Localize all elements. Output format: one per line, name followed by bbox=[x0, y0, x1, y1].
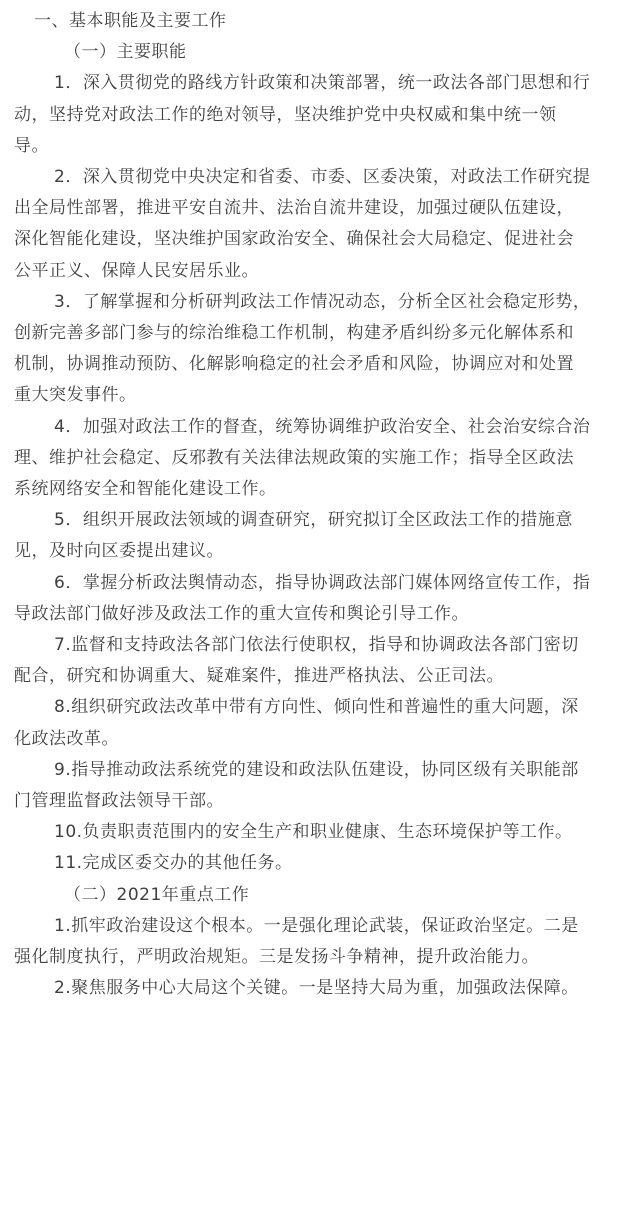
text-line: 导。 bbox=[14, 135, 49, 156]
text-line: （一）主要职能 bbox=[64, 42, 187, 63]
text-line: 11.完成区委交办的其他任务。 bbox=[54, 853, 293, 874]
text-line: 机制，协调推动预防、化解影响稳定的社会矛盾和风险，协调应对和处置 bbox=[14, 354, 574, 375]
text-line: 2．深入贯彻党中央决定和省委、市委、区委决策，对政法工作研究提 bbox=[54, 167, 591, 188]
text-line: 3．了解掌握和分析研判政法工作情况动态，分析全区社会稳定形势， bbox=[54, 291, 591, 312]
text-line: 8.组织研究政法改革中带有方向性、倾向性和普遍性的重大问题，深 bbox=[54, 697, 579, 718]
text-line: 1．深入贯彻党的路线方针政策和决策部署，统一政法各部门思想和行 bbox=[54, 73, 591, 94]
text-line: 深化智能化建设，坚决维护国家政治安全、确保社会大局稳定、促进社会 bbox=[14, 229, 574, 250]
text-line: 2.聚焦服务中心大局这个关键。一是坚持大局为重，加强政法保障。 bbox=[54, 978, 579, 999]
text-line: 6．掌握分析政法舆情动态，指导协调政法部门媒体网络宣传工作，指 bbox=[54, 572, 591, 593]
text-line: 5．组织开展政法领域的调查研究，研究拟订全区政法工作的措施意 bbox=[54, 510, 573, 531]
text-line: 10.负责职责范围内的安全生产和职业健康、生态环境保护等工作。 bbox=[54, 822, 573, 843]
text-line: 系统网络安全和智能化建设工作。 bbox=[14, 479, 277, 500]
text-line: 重大突发事件。 bbox=[14, 385, 137, 406]
text-line: 4．加强对政法工作的督查，统筹协调维护政治安全、社会治安综合治 bbox=[54, 416, 591, 437]
text-line: 配合，研究和协调重大、疑难案件，推进严格执法、公正司法。 bbox=[14, 666, 504, 687]
text-line: 理、维护社会稳定、反邪教有关法律法规政策的实施工作；指导全区政法 bbox=[14, 447, 574, 468]
text-line: 出全局性部署，推进平安自流井、法治自流井建设，加强过硬队伍建设， bbox=[14, 198, 574, 219]
text-line: 导政法部门做好涉及政法工作的重大宣传和舆论引导工作。 bbox=[14, 603, 469, 624]
text-line: 创新完善多部门参与的综治维稳工作机制，构建矛盾纠纷多元化解体系和 bbox=[14, 323, 574, 344]
text-line: 化政法改革。 bbox=[14, 728, 119, 749]
text-line: 强化制度执行，严明政治规矩。三是发扬斗争精神，提升政治能力。 bbox=[14, 947, 539, 968]
text-line: 动，坚持党对政法工作的绝对领导，坚决维护党中央权威和集中统一领 bbox=[14, 104, 557, 125]
text-line: 一、基本职能及主要工作 bbox=[34, 11, 227, 31]
text-line: 门管理监督政法领导干部。 bbox=[14, 791, 224, 812]
text-line: （二）2021年重点工作 bbox=[64, 884, 250, 905]
text-line: 见，及时向区委提出建议。 bbox=[14, 541, 224, 562]
text-line: 7.监督和支持政法各部门依法行使职权，指导和协调政法各部门密切 bbox=[54, 635, 579, 656]
text-line: 1.抓牢政治建设这个根本。一是强化理论武装，保证政治坚定。二是 bbox=[54, 915, 579, 936]
text-line: 公平正义、保障人民安居乐业。 bbox=[14, 260, 259, 281]
text-line: 9.指导推动政法系统党的建设和政法队伍建设，协同区级有关职能部 bbox=[54, 759, 579, 780]
